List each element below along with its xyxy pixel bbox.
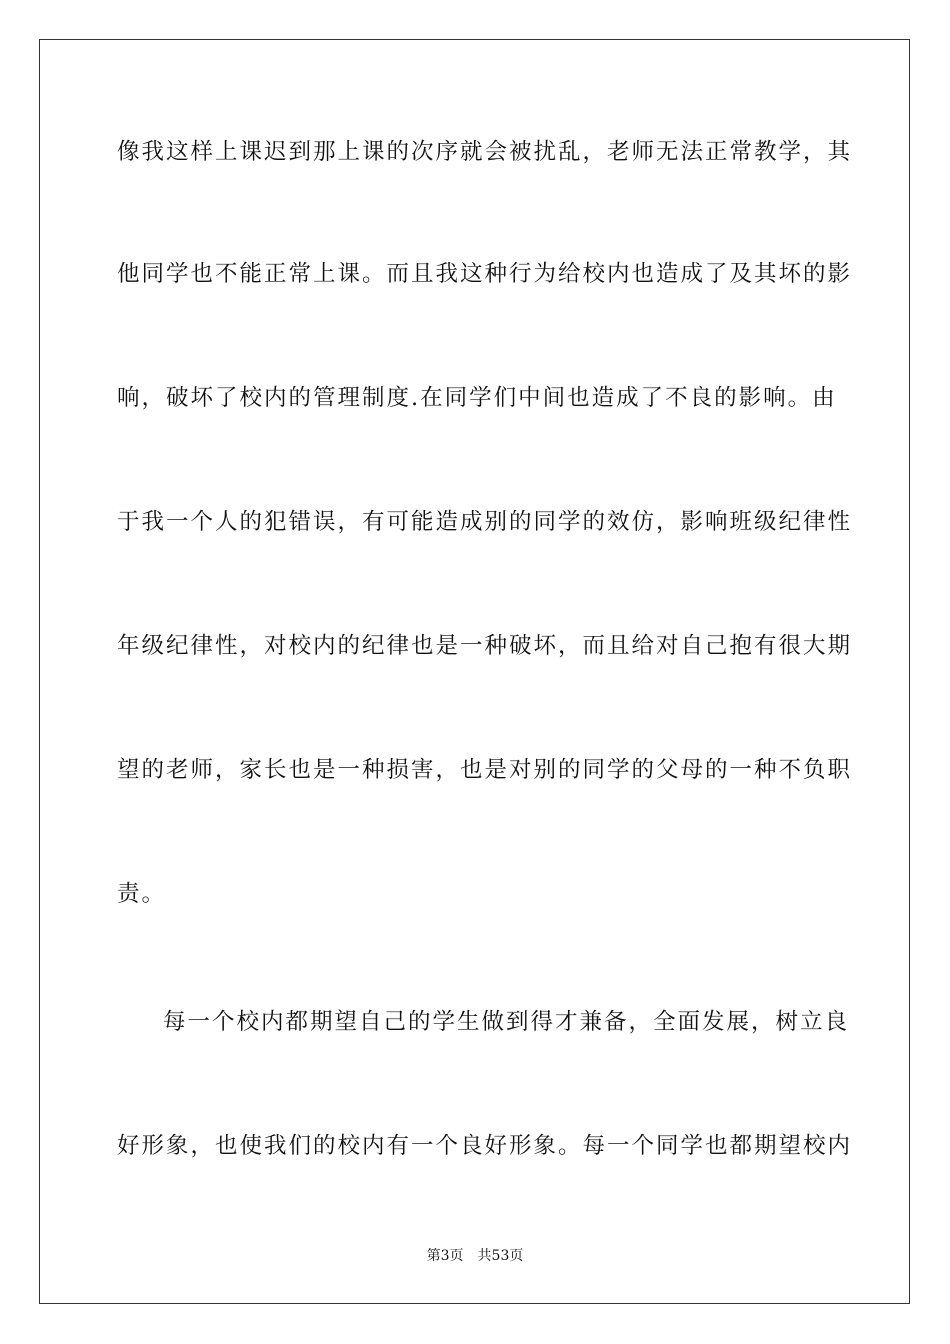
body-text-line: 望的老师，家长也是一种损害，也是对别的同学的父母的一种不负职 <box>117 757 853 783</box>
body-text-line: 年级纪律性，对校内的纪律也是一种破坏，而且给对自己抱有很大期 <box>117 633 853 659</box>
page-footer <box>0 1246 950 1266</box>
body-text-line: 于我一个人的犯错误，有可能造成别的同学的效仿，影响班级纪律性 <box>117 509 853 535</box>
body-text-line: 他同学也不能正常上课。而且我这种行为给校内也造成了及其坏的影 <box>117 261 853 287</box>
body-text-line: 像我这样上课迟到那上课的次序就会被扰乱，老师无法正常教学，其 <box>117 139 853 165</box>
body-text-line: 响，破坏了校内的管理制度.在同学们中间也造成了不良的影响。由 <box>117 385 837 411</box>
body-text-line: 好形象，也使我们的校内有一个良好形象。每一个同学也都期望校内 <box>117 1133 853 1159</box>
body-text-line: 责。 <box>117 881 167 907</box>
page-border <box>39 39 910 1304</box>
page-total: 共53页 <box>477 1248 524 1264</box>
page-number: 第3页 <box>426 1248 464 1264</box>
body-text-line: 每一个校内都期望自己的学生做到得才兼备，全面发展，树立良 <box>163 1009 850 1035</box>
